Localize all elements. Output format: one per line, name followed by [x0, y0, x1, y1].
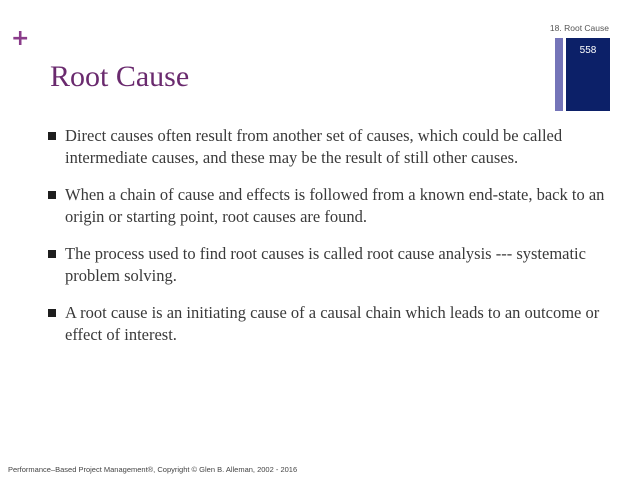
bullet-text: Direct causes often result from another set of causes, which could be called intermediate causes, and these may be the result of still other causes. — [65, 126, 563, 167]
slide-title: Root Cause — [50, 60, 190, 93]
bullet-text: The process used to find root causes is called root cause analysis --- systematic problem solving. — [65, 244, 586, 285]
square-bullet-icon — [48, 132, 56, 140]
page-number: 558 — [579, 45, 597, 56]
bullet-text: When a chain of cause and effects is followed from a known end-state, back to an origin or starting point, root causes are found. — [65, 185, 605, 226]
square-bullet-icon — [48, 250, 56, 258]
bullet-list — [45, 125, 605, 361]
footer-copyright: Performance–Based Project Management®, Copyright © Glen B. Alleman, 2002 - 2016 — [8, 465, 298, 474]
section-label: 18. Root Cause — [549, 23, 609, 33]
square-bullet-icon — [48, 191, 56, 199]
square-bullet-icon — [48, 309, 56, 317]
plus-icon: + — [11, 26, 30, 51]
bullet-item — [45, 125, 605, 169]
bullet-item — [45, 184, 605, 228]
bullet-item — [45, 302, 605, 346]
bullet-text: A root cause is an initiating cause of a causal chain which leads to an outcome or effect of interest. — [65, 303, 600, 344]
bullet-item — [45, 243, 605, 287]
accent-bar — [555, 38, 563, 111]
